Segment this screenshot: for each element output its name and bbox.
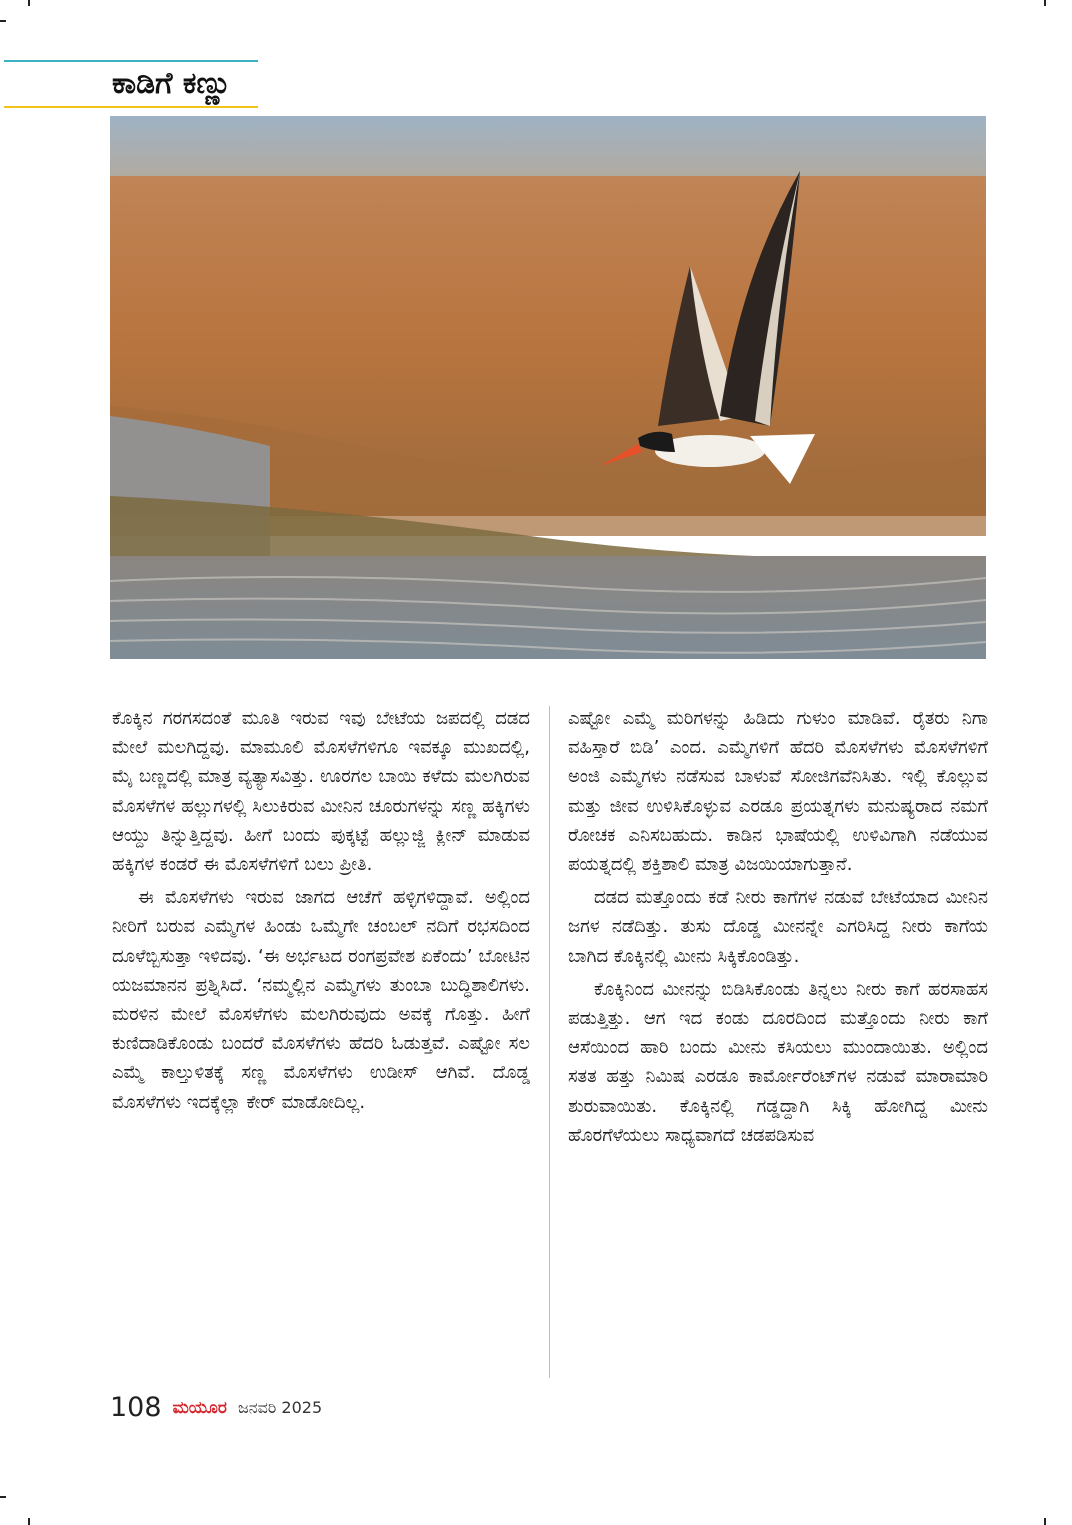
crop-mark xyxy=(28,1518,30,1525)
crop-mark xyxy=(0,20,6,22)
skimmer-photo xyxy=(110,116,986,659)
paragraph: ದಡದ ಮತ್ತೊಂದು ಕಡೆ ನೀರು ಕಾಗೆಗಳ ನಡುವೆ ಬೇಟೆಯಾದ ಮೀನಿನ ಜಗಳ ನಡೆದಿತ್ತು. ತುಸು ದೊಡ್ಡ ಮೀನನ್ನೇ ಎಗರಿಸಿದ್ದ ನೀರು ಕಾಗೆಯ ಬಾಗಿದ ಕೊಕ್ಕಿನಲ್ಲಿ ಮೀನು ಸಿಕ್ಕಿಕೊಂಡಿತ್ತು. xyxy=(568,887,988,967)
paragraph: ಎಷ್ಟೋ ಎಮ್ಮೆ ಮರಿಗಳನ್ನು ಹಿಡಿದು ಗುಳುಂ ಮಾಡಿವೆ. ರೈತರು ನಿಗಾ ವಹಿಸ್ತಾರೆ ಬಿಡಿ’ ಎಂದ. ಎಮ್ಮೆಗಳಿಗೆ ಹೆದರಿ ಮೊಸಳೆಗಳು ಮೊಸಳೆಗಳಿಗೆ ಅಂಜಿ ಎಮ್ಮೆಗಳು ನಡೆಸುವ ಬಾಳುವೆ ಸೋಜಿಗವೆನಿಸಿತು. ಇಲ್ಲಿ ಕೊಲ್ಲುವ ಮತ್ತು ಜೀವ ಉಳಿಸಿಕೊಳ್ಳುವ ಎರಡೂ ಪ್ರಯತ್ನಗಳು ಮನುಷ್ಯರಾದ ನಮಗೆ ರೋಚಕ ಎನಿಸಬಹುದು. ಕಾಡಿನ ಭಾಷೆಯಲ್ಲಿ ಉಳಿವಿಗಾಗಿ ನಡೆಯುವ ಪಯತ್ನದಲ್ಲಿ ಶಕ್ತಿಶಾಲಿ ಮಾತ್ರ ವಿಜಯಿಯಾಗುತ್ತಾನೆ. xyxy=(568,708,988,876)
crop-mark xyxy=(1044,0,1046,6)
magazine-logo: ಮಯೂರ xyxy=(172,1397,227,1418)
crop-mark xyxy=(0,1496,6,1498)
crop-mark xyxy=(1044,1518,1046,1525)
paragraph: ಕೊಕ್ಕಿನಿಂದ ಮೀನನ್ನು ಬಿಡಿಸಿಕೊಂಡು ತಿನ್ನಲು ನೀರು ಕಾಗೆ ಹರಸಾಹಸ ಪಡುತ್ತಿತ್ತು. ಆಗ ಇದ ಕಂಡು ದೂರದಿಂದ ಮತ್ತೊಂದು ನೀರು ಕಾಗೆ ಆಸೆಯಿಂದ ಹಾರಿ ಬಂದು ಮೀನು ಕಸಿಯಲು ಮುಂದಾಯಿತು. ಅಲ್ಲಿಂದ ಸತತ ಹತ್ತು ನಿಮಿಷ ಎರಡೂ ಕಾರ್ಮೋರೆಂಟ್‌ಗಳ ನಡುವೆ ಮಾರಾಮಾರಿ ಶುರುವಾಯಿತು. ಕೊಕ್ಕಿನಲ್ಲಿ ಗಡ್ಡದ್ದಾಗಿ ಸಿಕ್ಕಿ ಹೋಗಿದ್ದ ಮೀನು ಹೊರಗೆಳೆಯಲು ಸಾಧ್ಯವಾಗದೆ ಚಡಪಡಿಸುವ xyxy=(568,978,988,1146)
issue-date: ಜನವರಿ 2025 xyxy=(237,1397,323,1417)
column-left xyxy=(112,704,530,1117)
page-number: 108 xyxy=(110,1392,162,1423)
paragraph: ಈ ಮೊಸಳೆಗಳು ಇರುವ ಜಾಗದ ಆಚೆಗೆ ಹಳ್ಳಿಗಳಿದ್ದಾವೆ. ಅಲ್ಲಿಂದ ನೀರಿಗೆ ಬರುವ ಎಮ್ಮೆಗಳ ಹಿಂಡು ಒಮ್ಮೆಗೇ ಚಂಬಲ್ ನದಿಗೆ ರಭಸದಿಂದ ದೂಳೆಬ್ಬಿಸುತ್ತಾ ಇಳಿದವು. ‘ಈ ಅರ್ಭಟದ ರಂಗಪ್ರವೇಶ ಏಕೆಂದು’ ಬೋಟಿನ ಯಜಮಾನನ ಪ್ರಶ್ನಿಸಿದೆ. ‘ನಮ್ಮಲ್ಲಿನ ಎಮ್ಮೆಗಳು ತುಂಬಾ ಬುದ್ಧಿಶಾಲಿಗಳು. ಮರಳಿನ ಮೇಲೆ ಮೊಸಳೆಗಳು ಮಲಗಿರುವುದು ಅವಕ್ಕೆ ಗೊತ್ತು. ಹೀಗೆ ಕುಣಿದಾಡಿಕೊಂಡು ಬಂದರೆ ಮೊಸಳೆಗಳು ಹೆದರಿ ಓಡುತ್ತವೆ. ಎಷ್ಟೋ ಸಲ ಎಮ್ಮೆ ಕಾಲ್ತುಳಿತಕ್ಕೆ ಸಣ್ಣ ಮೊಸಳೆಗಳು ಉಡೀಸ್ ಆಗಿವೆ. ದೊಡ್ಡ ಮೊಸಳೆಗಳು ಇದಕ್ಕೆಲ್ಲಾ ಕೇರ್ ಮಾಡೋದಿಲ್ಲ. xyxy=(112,887,530,1113)
header-rule-top xyxy=(4,60,258,62)
column-divider xyxy=(549,706,550,1378)
header-rule-bottom xyxy=(4,106,258,108)
crop-mark xyxy=(28,0,30,6)
bird-photo-icon xyxy=(110,116,986,659)
page-footer xyxy=(110,1392,322,1428)
paragraph: ಕೊಕ್ಕಿನ ಗರಗಸದಂತೆ ಮೂತಿ ಇರುವ ಇವು ಬೇಟೆಯ ಜಪದಲ್ಲಿ ದಡದ ಮೇಲೆ ಮಲಗಿದ್ದವು. ಮಾಮೂಲಿ ಮೊಸಳೆಗಳಿಗೂ ಇವಕ್ಕೂ ಮುಖದಲ್ಲಿ, ಮೈ ಬಣ್ಣದಲ್ಲಿ ಮಾತ್ರ ವ್ಯತ್ಯಾಸವಿತ್ತು. ಊರಗಲ ಬಾಯಿ ಕಳೆದು ಮಲಗಿರುವ ಮೊಸಳೆಗಳ ಹಲ್ಲುಗಳಲ್ಲಿ ಸಿಲುಕಿರುವ ಮೀನಿನ ಚೂರುಗಳನ್ನು ಸಣ್ಣ ಹಕ್ಕಿಗಳು ಆಯ್ದು ತಿನ್ನುತ್ತಿದ್ದವು. ಹೀಗೆ ಬಂದು ಪುಕ್ಕಟ್ಟೆ ಹಲ್ಲುಜ್ಜಿ ಕ್ಲೀನ್ ಮಾಡುವ ಹಕ್ಕಿಗಳ ಕಂಡರೆ ಈ ಮೊಸಳೆಗಳಿಗೆ ಬಲು ಪ್ರೀತಿ. xyxy=(112,708,530,876)
section-title: ಕಾಡಿಗೆ ಕಣ್ಣು xyxy=(112,66,232,101)
column-right xyxy=(568,704,988,1150)
